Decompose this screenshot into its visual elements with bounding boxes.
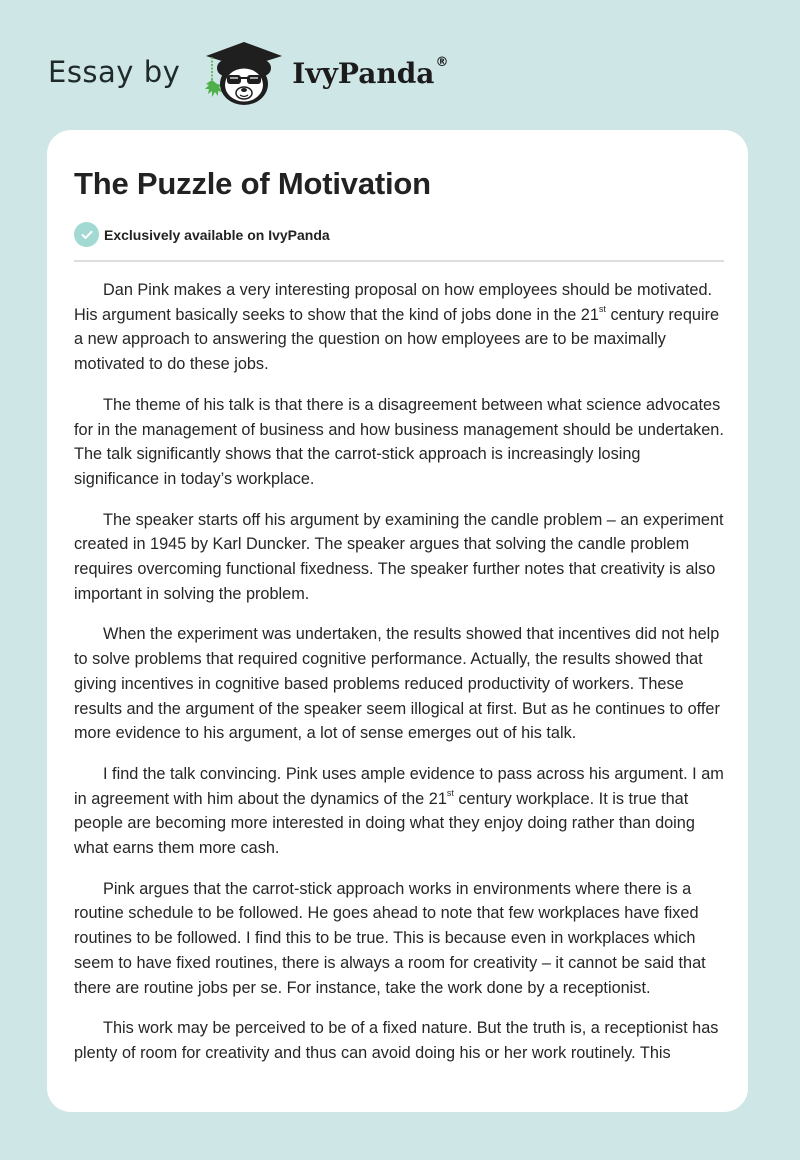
divider xyxy=(74,260,724,262)
essay-card xyxy=(47,130,748,1112)
exclusive-text: Exclusively available on IvyPanda xyxy=(104,226,330,243)
brand-header xyxy=(48,36,448,108)
paragraph-4: When the experiment was undertaken, the results showed that incentives did not help to solve problems that required cognitive performance. Actually, the results showed that giving incentives in cognitive based problems reduced productivity of workers. These results and the argument of the speaker seem illogical at first. But as he continues to offer more evidence to his argument, a lot of sense emerges out of his talk. xyxy=(74,625,720,743)
paragraph-1: Dan Pink makes a very interesting proposal on how employees should be motivated. His argument basically seeks to show that the kind of jobs done in the 21st century require a new approach to answering the question on how employees are to be maximally motivated to do these jobs. xyxy=(74,281,720,374)
paragraph-5: I find the talk convincing. Pink uses ample evidence to pass across his argument. I am in agreement with him about the dynamics of the 21st century workplace. It is true that people are becoming more interested in doing what they enjoy doing rather than doing what earns them more cash. xyxy=(74,764,724,858)
superscript-st: st xyxy=(598,304,606,315)
superscript-st: st xyxy=(446,788,454,799)
paragraph-2: The theme of his talk is that there is a disagreement between what science advocates for in the management of business and how business management should be undertaken. The talk significantly shows that the carrot-stick approach is increasingly losing significance in today’s workplace. xyxy=(74,395,724,488)
paragraph-7: This work may be perceived to be of a fixed nature. But the truth is, a receptionist has plenty of room for creativity and thus can avoid doing his or her work routinely. This xyxy=(74,1019,719,1062)
panda-graduation-cap-icon xyxy=(200,36,288,108)
registered-mark: ® xyxy=(435,55,449,70)
essay-body xyxy=(74,278,724,1082)
paragraph-3: The speaker starts off his argument by examining the candle problem – an experiment created in 1945 by Karl Duncker. The speaker argues that solving the candle problem requires overcoming functional fixedness. The speaker further notes that creativity is also important in solving the problem. xyxy=(74,510,724,603)
check-circle-icon xyxy=(74,222,99,247)
brand-prefix: Essay by xyxy=(48,54,181,89)
brand-name: IvyPanda® xyxy=(292,55,449,90)
essay-title: The Puzzle of Motivation xyxy=(74,166,431,201)
paragraph-6: Pink argues that the carrot-stick approach works in environments where there is a routine schedule to be followed. He goes ahead to note that few workplaces have fixed routines to be followed. I find this to be true. This is because even in workplaces which seem to have fixed routines, there is always a room for creativity – it cannot be said that there are routine jobs per se. For instance, take the work done by a receptionist. xyxy=(74,879,706,997)
exclusive-badge xyxy=(74,222,330,247)
